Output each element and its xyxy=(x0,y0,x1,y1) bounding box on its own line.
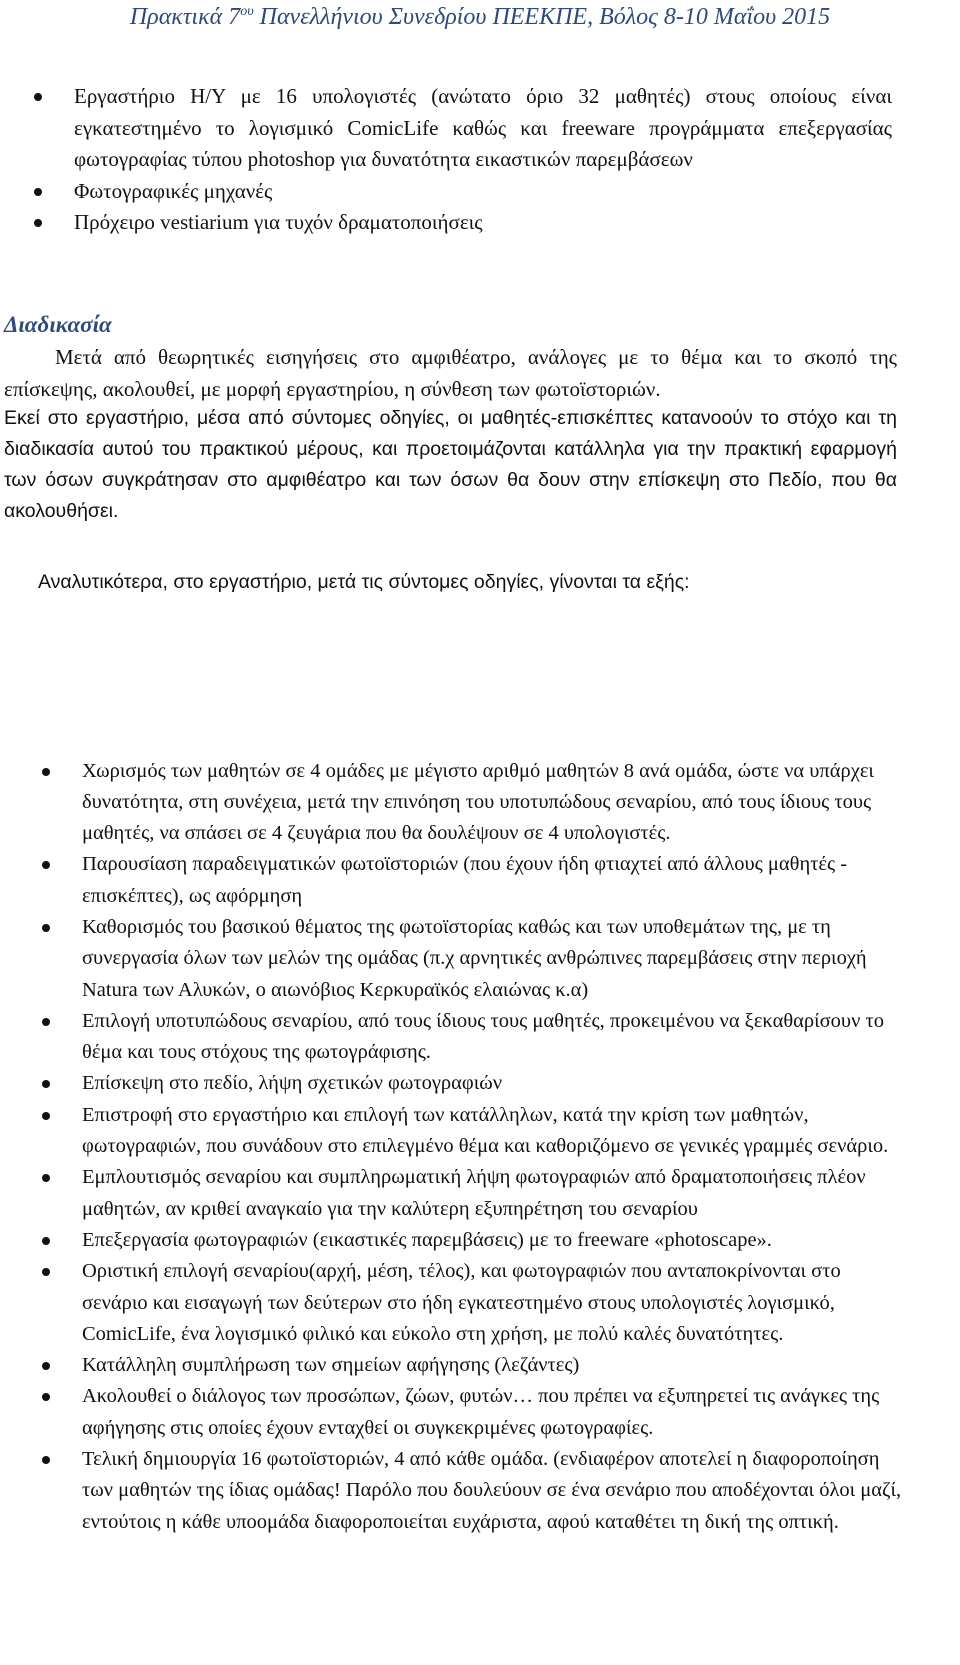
bullet-icon xyxy=(42,1268,50,1276)
list-item xyxy=(30,207,892,239)
list-item xyxy=(38,1162,908,1225)
list-item xyxy=(38,1444,908,1538)
step-text: Επεξεργασία φωτογραφιών (εικαστικές παρεμβάσεις) με το freeware «photoscape». xyxy=(82,1228,772,1251)
procedure-paragraph-rest xyxy=(4,403,897,527)
equipment-item-text: Πρόχειρο vestiarium για τυχόν δραματοποιήσεις xyxy=(74,210,483,234)
step-text: Εμπλουτισμός σεναρίου και συμπληρωματική λήψη φωτογραφιών από δραματοποιήσεις πλέον μαθητών, αν κριθεί αναγκαίο για την καλύτερη εξυπηρέτηση του σεναρίου xyxy=(82,1166,866,1220)
list-item xyxy=(38,1068,908,1099)
equipment-item-text: Εργαστήριο Η/Υ με 16 υπολογιστές (ανώτατο όριο 32 μαθητές) στους οποίους είναι εγκατεστημένο το λογισμικό ComicLife καθώς και freeware προγράμματα επεξεργασίας φωτογραφίας τύπου photoshop για δυνατότητα εικαστικών παρεμβάσεων xyxy=(74,84,892,171)
bullet-icon xyxy=(42,924,50,932)
steps-list xyxy=(38,756,908,1538)
bullet-icon xyxy=(42,1456,50,1464)
bullet-icon xyxy=(34,188,42,196)
bullet-icon xyxy=(42,768,50,776)
list-item xyxy=(38,1006,908,1069)
bullet-icon xyxy=(34,93,42,101)
step-text: Επίσκεψη στο πεδίο, λήψη σχετικών φωτογραφιών xyxy=(82,1072,503,1095)
list-item xyxy=(30,81,892,176)
bullet-icon xyxy=(42,1362,50,1370)
running-header xyxy=(0,2,960,32)
bullet-icon xyxy=(42,1080,50,1088)
step-text: Κατάλληλη συμπλήρωση των σημείων αφήγησης (λεζάντες) xyxy=(82,1354,580,1377)
list-item xyxy=(38,1381,908,1444)
procedure-intro: Αναλυτικότερα, στο εργαστήριο, μετά τις σύντομες οδηγίες, γίνονται τα εξής: xyxy=(38,571,690,593)
header-text-before: Πρακτικά 7 xyxy=(129,4,241,30)
step-text: Καθορισμός του βασικού θέματος της φωτοϊστορίας καθώς και των υποθεμάτων της, με τη συνεργασία όλων των μελών της ομάδας (π.χ αρνητικές ανθρώπινες παρεμβάσεις στην περιοχή Natura των Αλυκών, ο αιωνόβιος Κερκυραϊκός ελαιώνας κ.α) xyxy=(82,915,867,1001)
step-text: Ακολουθεί ο διάλογος των προσώπων, ζώων, φυτών… που πρέπει να εξυπηρετεί τις ανάγκες της αφήγησης στις οποίες έχουν ενταχθεί οι συγκεκριμένες φωτογραφίες. xyxy=(82,1385,880,1439)
list-item xyxy=(38,1350,908,1381)
list-item xyxy=(38,1225,908,1256)
step-text: Παρουσίαση παραδειγματικών φωτοϊστοριών (που έχουν ήδη φτιαχτεί από άλλους μαθητές - επισκέπτες), ως αφόρμηση xyxy=(82,853,848,907)
equipment-list xyxy=(30,81,892,239)
step-text: Χωρισμός των μαθητών σε 4 ομάδες με μέγιστο αριθμό μαθητών 8 ανά ομάδα, ώστε να υπάρχει δυνατότητα, στη συνέχεια, μετά την επινόηση του υποτυπώδους σεναρίου, από τους ίδιους τους μαθητές, να σπάσει σε 4 ζευγάρια που θα δουλέψουν σε 4 υπολογιστές. xyxy=(82,759,874,845)
bullet-icon xyxy=(42,1174,50,1182)
bullet-icon xyxy=(42,1112,50,1120)
bullet-icon xyxy=(42,861,50,869)
header-text-after: Πανελλήνιου Συνεδρίου ΠΕΕΚΠΕ, Βόλος 8-10 Μαΐου 2015 xyxy=(253,4,831,30)
bullet-icon xyxy=(34,219,42,227)
bullet-icon xyxy=(42,1393,50,1401)
procedure-paragraph-start: Μετά από θεωρητικές εισηγήσεις στο αμφιθέατρο, ανάλογες με το θέμα και το σκοπό της επίσκεψης, ακολουθεί, με μορφή εργαστηρίου, η σύνθεση των φωτοϊστοριών. xyxy=(4,345,897,401)
list-item xyxy=(38,849,908,912)
section-title: Διαδικασία xyxy=(4,312,112,337)
bullet-icon xyxy=(42,1018,50,1026)
step-text: Οριστική επιλογή σεναρίου(αρχή, μέση, τέλος), και φωτογραφιών που ανταποκρίνονται στο σενάριο και εισαγωγή των δεύτερων στο ήδη εγκατεστημένο στους υπολογιστές λογισμικό, ComicLife, ένα λογισμικό φιλικό και εύκολο στη χρήση, με πολύ καλές δυνατότητες. xyxy=(82,1260,841,1345)
list-item xyxy=(38,1100,908,1163)
bullet-icon xyxy=(42,1237,50,1245)
step-text: Επιλογή υποτυπώδους σεναρίου, από τους ίδιους τους μαθητές, προκειμένου να ξεκαθαρίσουν το θέμα και τους στόχους της φωτογράφισης. xyxy=(82,1009,884,1064)
list-item xyxy=(30,176,892,208)
list-item xyxy=(38,1256,908,1350)
list-item xyxy=(38,912,908,1006)
step-text: Τελική δημιουργία 16 φωτοϊστοριών, 4 από κάθε ομάδα. (ενδιαφέρον αποτελεί η διαφοροποίηση των μαθητών της ίδιας ομάδας! Παρόλο που δουλεύουν σε ένα σενάριο που αποδέχονται όλοι μαζί, εντούτοις η κάθε υποομάδα διαφοροποιείται ευχάριστα, αφού καταθέτει τη δική της οπτική. xyxy=(82,1448,902,1533)
equipment-item-text: Φωτογραφικές μηχανές xyxy=(74,178,273,203)
step-text: Επιστροφή στο εργαστήριο και επιλογή των κατάλληλων, κατά την κρίση των μαθητών, φωτογραφιών, που συνάδουν στο επιλεγμένο θέμα και καθοριζόμενο σε γενικές γραμμές σενάριο. xyxy=(82,1103,889,1158)
list-item xyxy=(38,756,908,850)
procedure-paragraph-rest-text: Εκεί στο εργαστήριο, μέσα από σύντομες οδηγίες, οι μαθητές-επισκέπτες κατανοούν το στόχο και τη διαδικασία αυτού του πρακτικού μέρους, και προετοιμάζονται κατάλληλα για την πρακτική εφαρμογή των όσων συγκράτησαν στο αμφιθέατρο και των όσων θα δουν στην επίσκεψη στο Πεδίο, που θα ακολουθήσει. xyxy=(4,407,897,522)
header-superscript: ου xyxy=(240,4,254,19)
